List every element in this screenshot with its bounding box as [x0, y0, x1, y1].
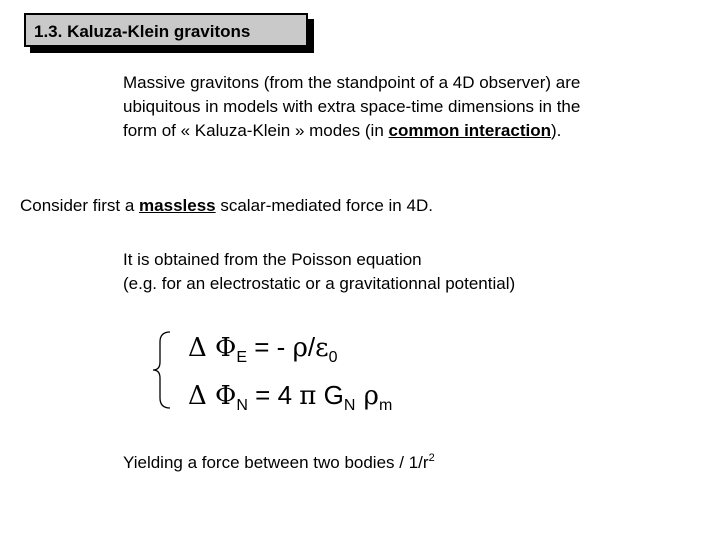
delta-symbol: Δ — [188, 333, 207, 363]
pi-symbol: π — [299, 381, 317, 411]
epsilon-subscript: 0 — [328, 349, 338, 366]
left-brace — [150, 330, 174, 410]
consider-after: scalar-mediated force in 4D. — [215, 196, 433, 215]
section-title: 1.3. Kaluza-Klein gravitons — [34, 22, 251, 41]
rho-subscript: m — [378, 397, 393, 414]
intro-line-3 — [123, 119, 683, 143]
equation-electrostatic — [188, 332, 337, 367]
phi-subscript: E — [236, 349, 248, 366]
consider-before: Consider first a — [20, 196, 140, 215]
poisson-paragraph — [123, 248, 515, 296]
intro-line-3-after: ). — [550, 121, 562, 140]
conclusion-text — [123, 452, 435, 473]
g-subscript: N — [343, 397, 356, 414]
conclusion-main: Yielding a force between two bodies / 1/r — [123, 453, 429, 472]
equals-minus: = - — [247, 332, 293, 362]
consider-statement — [20, 196, 433, 216]
poisson-line-1: It is obtained from the Poisson equation — [123, 250, 422, 269]
rho-symbol: ρ — [355, 381, 379, 411]
intro-line-1: Massive gravitons (from the standpoint of a 4D observer) are — [123, 73, 581, 92]
g-constant: G — [316, 380, 344, 410]
common-interaction-link[interactable]: common interaction — [388, 121, 551, 140]
massless-emphasis: massless — [139, 196, 216, 215]
delta-symbol: Δ — [188, 381, 207, 411]
section-title-box — [24, 13, 308, 47]
equation-gravitational — [188, 380, 392, 415]
intro-line-3-before: form of « Kaluza-Klein » modes (in — [123, 121, 389, 140]
conclusion-exponent: 2 — [428, 452, 435, 464]
intro-line-2: ubiquitous in models with extra space-time dimensions in the — [123, 97, 581, 116]
epsilon-symbol: ε — [315, 333, 329, 363]
poisson-line-2: (e.g. for an electrostatic or a gravitationnal potential) — [123, 274, 516, 293]
phi-symbol: Φ — [215, 333, 237, 363]
intro-paragraph — [123, 71, 683, 143]
phi-subscript: N — [236, 397, 248, 414]
slash: / — [307, 332, 316, 362]
equals-four: = 4 — [247, 380, 300, 410]
phi-symbol: Φ — [215, 381, 237, 411]
rho-symbol: ρ — [292, 333, 308, 363]
